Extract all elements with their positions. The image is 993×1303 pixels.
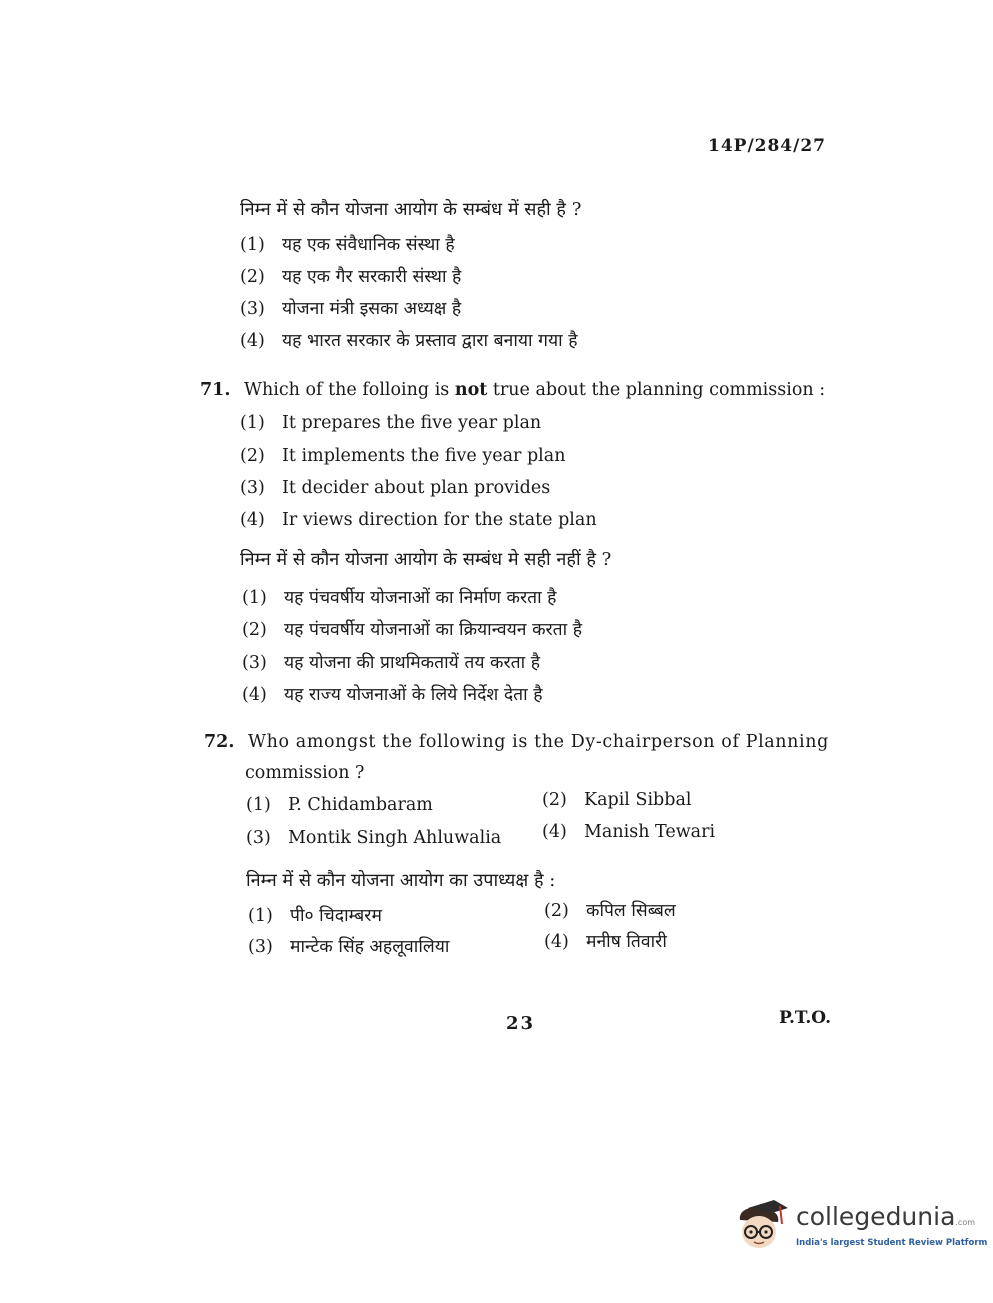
q71-question: 71. Which of the folloing is not true about the planning commission :	[200, 380, 826, 400]
q71-hindi-option-3: (3) यह योजना की प्राथमिकतायें तय करता है	[242, 653, 540, 673]
q72-option-3: (3) Montik Singh Ahluwalia	[246, 828, 502, 848]
q70-hindi-option-4: (4) यह भारत सरकार के प्रस्ताव द्वारा बनाया गया है	[240, 331, 578, 351]
brand-tagline: India's largest Student Review Platform	[796, 1238, 988, 1248]
q71-hindi-question: निम्न में से कौन योजना आयोग के सम्बंध मे सही नहीं है ?	[240, 549, 612, 570]
q72-hindi-option-2: (2) कपिल सिब्बल	[544, 901, 676, 921]
q72-option-2: (2) Kapil Sibbal	[542, 790, 692, 810]
q71-option-1: (1) It prepares the five year plan	[240, 413, 542, 433]
q71-option-4: (4) Ir views direction for the state plan	[240, 510, 597, 530]
q71-option-3: (3) It decider about plan provides	[240, 478, 551, 498]
q71-number: 71.	[200, 380, 231, 400]
q70-hindi-option-1: (1) यह एक संवैधानिक संस्था है	[240, 235, 455, 255]
q71-option-2: (2) It implements the five year plan	[240, 446, 566, 466]
page-number: 23	[506, 1013, 536, 1034]
q72-hindi-option-3: (3) मान्टेक सिंह अहलूवालिया	[248, 937, 450, 957]
q72-question-line2: commission ?	[245, 763, 365, 783]
student-mascot-icon	[734, 1194, 790, 1254]
q72-hindi-option-4: (4) मनीष तिवारी	[544, 932, 667, 952]
q71-hindi-option-4: (4) यह राज्य योजनाओं के लिये निर्देश देता है	[242, 685, 543, 705]
q71-hindi-option-1: (1) यह पंचवर्षीय योजनाओं का निर्माण करता है	[242, 588, 557, 608]
q72-option-4: (4) Manish Tewari	[542, 822, 716, 842]
pto-label: P.T.O.	[779, 1008, 831, 1028]
q72-hindi-question: निम्न में से कौन योजना आयोग का उपाध्यक्ष है :	[246, 870, 556, 891]
paper-code: 14P/284/27	[708, 136, 827, 156]
q72-option-1: (1) P. Chidambaram	[246, 795, 433, 815]
q71-hindi-option-2: (2) यह पंचवर्षीय योजनाओं का क्रियान्वयन करता है	[242, 620, 583, 640]
q72-number: 72.	[204, 732, 235, 752]
q72-hindi-option-1: (1) पी० चिदाम्बरम	[248, 906, 382, 926]
q70-hindi-question: निम्न में से कौन योजना आयोग के सम्बंध में सही है ?	[240, 199, 582, 220]
q70-hindi-option-2: (2) यह एक गैर सरकारी संस्था है	[240, 267, 462, 287]
q72-question: 72. Who amongst the following is the Dy-chairperson of Planning	[204, 732, 829, 752]
collegedunia-watermark	[734, 1194, 988, 1264]
brand-name: collegedunia.com	[796, 1202, 976, 1231]
q70-hindi-option-3: (3) योजना मंत्री इसका अध्यक्ष है	[240, 299, 462, 319]
